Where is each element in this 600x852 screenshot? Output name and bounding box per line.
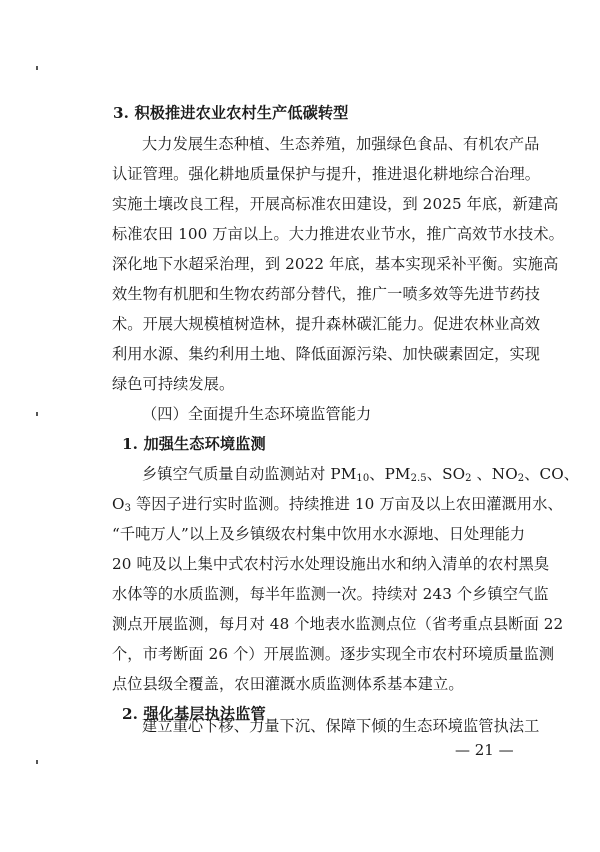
paragraph-line: 利用水源、集约利用土地、降低面源污染、加快碳素固定，实现: [112, 345, 541, 363]
binding-mark: [36, 760, 38, 764]
paragraph-line: 术。开展大规模植树造林，提升森林碳汇能力。促进农林业高效: [112, 315, 541, 333]
paragraph-line: 认证管理。强化耕地质量保护与提升，推进退化耕地综合治理。: [112, 165, 541, 183]
paragraph-line: 点位县级全覆盖，农田灌溉水质监测体系基本建立。: [112, 675, 464, 693]
section-heading: 1. 加强生态环境监测: [122, 435, 266, 453]
section-heading: 3. 积极推进农业农村生产低碳转型: [113, 104, 349, 122]
paragraph-line: 个，市考断面 26 个）开展监测。逐步实现全市农村环境质量监测: [112, 645, 555, 663]
binding-mark: [36, 66, 38, 70]
paragraph-line: 深化地下水超采治理，到 2022 年底，基本实现采补平衡。实施高: [112, 255, 559, 273]
paragraph-line: 20 吨及以上集中式农村污水处理设施出水和纳入清单的农村黑臭: [112, 555, 550, 573]
paragraph-line: 建立重心下移、力量下沉、保障下倾的生态环境监管执法工: [142, 717, 540, 735]
paragraph-line: 标准农田 100 万亩以上。大力推进农业节水，推广高效节水技术。: [112, 225, 564, 243]
page-number: — 21 —: [455, 741, 514, 759]
paragraph-line: $O_3$ 等因子进行实时监测。持续推进 10 万亩及以上农田灌溉用水、: [112, 495, 563, 514]
paragraph-line: 绿色可持续发展。: [112, 375, 235, 393]
paragraph-line: “千吨万人”以上及乡镇级农村集中饮用水水源地、日处理能力: [112, 525, 526, 543]
section-heading: （四）全面提升生态环境监管能力: [142, 405, 372, 423]
paragraph-line: 效生物有机肥和生物农药部分替代，推广一喷多效等先进节药技: [112, 285, 541, 303]
section-heading: 2. 强化基层执法监管: [122, 705, 266, 723]
binding-mark: [36, 412, 38, 416]
paragraph-line: 测点开展监测，每月对 48 个地表水监测点位（省考重点县断面 22: [112, 615, 564, 633]
paragraph-line: 水体等的水质监测，每半年监测一次。持续对 243 个乡镇空气监: [112, 585, 549, 603]
paragraph-line: 实施土壤改良工程，开展高标准农田建设，到 2025 年底，新建高: [112, 195, 559, 213]
paragraph-line: 大力发展生态种植、生态养殖，加强绿色食品、有机农产品: [142, 135, 540, 153]
paragraph-line: 乡镇空气质量自动监测站对 $PM_{10}$、$PM_{2.5}$、$SO_2$ 、$NO_2$、CO、: [142, 465, 580, 484]
